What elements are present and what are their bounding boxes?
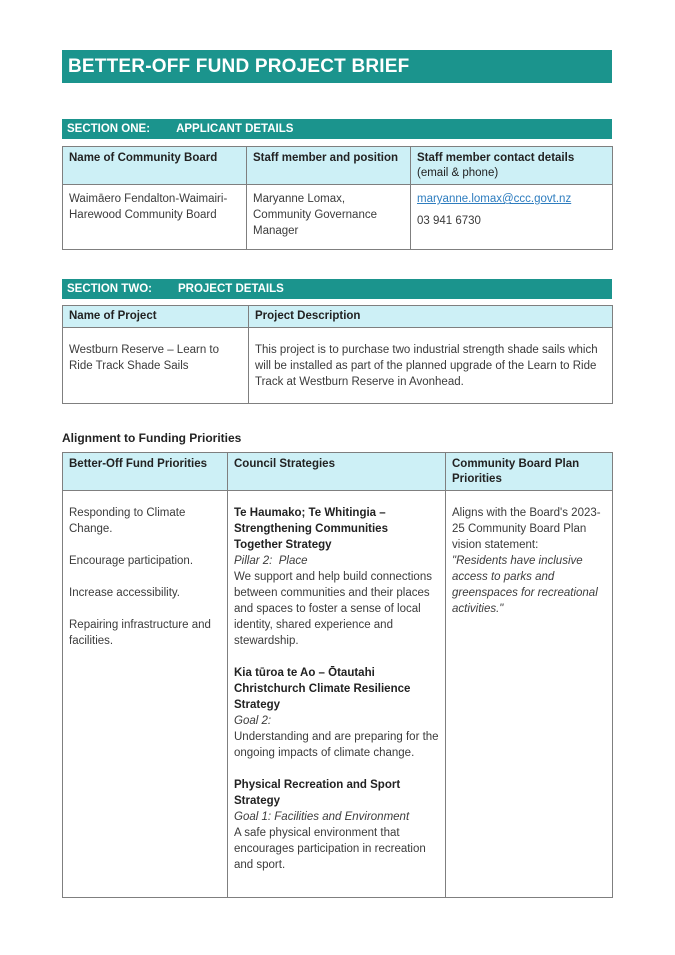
header-staff-member-position: Staff member and position: [247, 147, 411, 185]
strategy-title: Te Haumako; Te Whitingia – Strengthening Communities Together Strategy: [234, 507, 388, 551]
board-plan-vision-quote: "Residents have inclusive access to parks and greenspaces for recreational activities.": [452, 555, 598, 615]
project-table-data-row: [63, 328, 613, 404]
strategy-block: [234, 777, 439, 873]
header-name-of-community-board: Name of Community Board: [63, 147, 247, 185]
header-project-description: Project Description: [249, 306, 613, 328]
header-community-board-plan-priorities: Community Board Plan Priorities: [446, 453, 613, 491]
project-table-header-row: [63, 306, 613, 328]
board-plan-intro: Aligns with the Board's 2023-25 Community Board Plan vision statement:: [452, 507, 601, 551]
email-link[interactable]: maryanne.lomax@ccc.govt.nz: [417, 193, 572, 205]
strategy-subtitle: Goal 1: Facilities and Environment: [234, 811, 410, 823]
strategy-subtitle: Pillar 2: Place: [234, 555, 308, 567]
priority-item: Responding to Climate Change.: [69, 507, 186, 535]
priority-item: Repairing infrastructure and facilities.: [69, 619, 211, 647]
section-two-title: PROJECT DETAILS: [177, 283, 284, 295]
cell-staff-contact: [411, 185, 613, 250]
applicant-table-header-row: [63, 147, 613, 185]
strategy-block: [234, 665, 439, 761]
document-title-bar: [62, 50, 612, 83]
header-better-off-fund-priorities: Better-Off Fund Priorities: [63, 453, 228, 491]
header-contact-note: (email & phone): [417, 167, 499, 179]
header-contact-title: Staff member contact details: [417, 152, 575, 164]
cell-board-plan-priorities: [446, 491, 613, 898]
priority-item: Increase accessibility.: [69, 587, 180, 599]
applicant-table-data-row: [63, 185, 613, 250]
funding-priorities-table: [62, 452, 613, 898]
phone-number: 03 941 6730: [417, 215, 481, 227]
header-staff-contact-details: [411, 147, 613, 185]
section-two-label: SECTION TWO:: [67, 283, 152, 295]
priority-item: Encourage participation.: [69, 555, 194, 567]
header-name-of-project: Name of Project: [63, 306, 249, 328]
section-two-bar: [62, 279, 612, 299]
section-one-label: SECTION ONE:: [67, 123, 151, 135]
section-one-bar: [62, 119, 612, 139]
cell-community-board-name: Waimāero Fendalton-Waimairi-Harewood Community Board: [63, 185, 247, 250]
alignment-table-data-row: [63, 491, 613, 898]
cell-fund-priorities: [63, 491, 228, 898]
alignment-heading: Alignment to Funding Priorities: [62, 431, 242, 445]
cell-council-strategies: [228, 491, 446, 898]
document-title: BETTER-OFF FUND PROJECT BRIEF: [68, 55, 410, 77]
staff-name: Maryanne Lomax,: [253, 193, 346, 205]
strategy-block: [234, 505, 439, 649]
applicant-details-table: [62, 146, 613, 250]
header-council-strategies: Council Strategies: [228, 453, 446, 491]
cell-project-description: This project is to purchase two industrial strength shade sails which will be installed as part of the planned upgrade of the Learn to Ride Track at Westburn Reserve in Avonhead.: [249, 328, 613, 404]
strategy-body: Understanding and are preparing for the ongoing impacts of climate change.: [234, 731, 439, 759]
strategy-body: We support and help build connections between communities and their places and spaces to foster a sense of local identity, shared experience and stewardship.: [234, 571, 432, 647]
strategy-title: Kia tūroa te Ao – Ōtautahi Christchurch Climate Resilience Strategy: [234, 667, 411, 711]
strategy-title: Physical Recreation and Sport Strategy: [234, 779, 401, 807]
project-details-table: [62, 305, 613, 404]
strategy-subtitle: Goal 2:: [234, 715, 272, 727]
section-one-title: APPLICANT DETAILS: [176, 123, 294, 135]
staff-position: Community Governance Manager: [253, 209, 377, 237]
document-content: [62, 50, 612, 898]
strategy-body: A safe physical environment that encourages participation in recreation and sport.: [234, 827, 426, 871]
cell-staff-member: [247, 185, 411, 250]
alignment-table-header-row: [63, 453, 613, 491]
cell-project-name: Westburn Reserve – Learn to Ride Track Shade Sails: [63, 328, 249, 404]
